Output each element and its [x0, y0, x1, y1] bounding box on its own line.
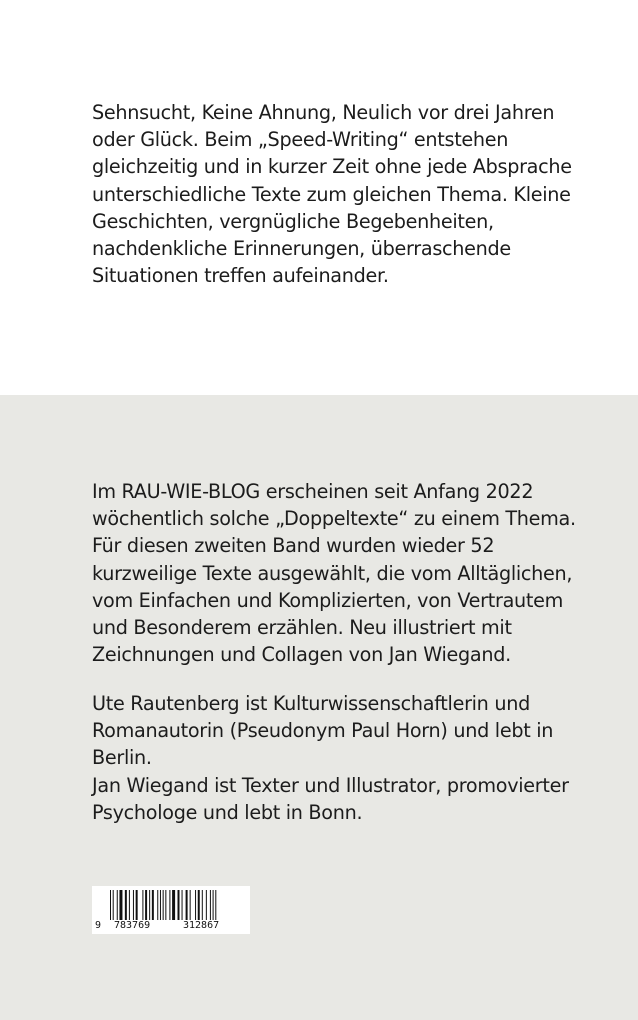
text-line: nachdenkliche Erinnerungen, überraschende	[92, 237, 511, 261]
intro-paragraph	[92, 99, 622, 289]
barcode-bar	[178, 890, 180, 920]
text-line: Psychologe und lebt in Bonn.	[92, 800, 363, 824]
barcode-bar	[129, 890, 130, 920]
barcode-bar	[110, 890, 111, 920]
text-line: Berlin.	[92, 746, 152, 770]
barcode-bar	[160, 890, 161, 920]
barcode-bar	[198, 890, 200, 920]
barcode-bar	[215, 890, 216, 920]
barcode-first-digit: 9	[95, 920, 102, 931]
text-line: Situationen treffen aufeinander.	[92, 264, 389, 288]
barcode-bar	[163, 890, 164, 920]
text-line: Geschichten, vergnügliche Begebenheiten,	[92, 209, 494, 233]
text-line: Jan Wiegand ist Texter und Illustrator, promovierter	[92, 773, 569, 797]
text-line: gleichzeitig und in kurzer Zeit ohne jede Absprache	[92, 155, 572, 179]
text-line: wöchentlich solche „Doppeltexte“ zu einem Thema.	[92, 507, 576, 531]
barcode-bar	[119, 890, 122, 920]
top-section	[0, 0, 638, 395]
text-line: Im RAU-WIE-BLOG erscheinen seit Anfang 2022	[92, 480, 534, 503]
text-line: Für diesen zweiten Band wurden wieder 52	[92, 534, 495, 558]
barcode-bar	[190, 890, 191, 920]
barcode-bar	[125, 890, 127, 920]
barcode-bar	[195, 890, 196, 920]
barcode-left-digits: 783769	[114, 920, 151, 931]
barcode-bar	[169, 890, 170, 920]
barcode-bar	[145, 890, 147, 920]
blog-paragraph	[92, 478, 622, 668]
barcode-bar	[165, 890, 166, 920]
barcode-bar	[182, 890, 183, 920]
authors-paragraph	[92, 690, 622, 826]
barcode-bar	[186, 890, 188, 920]
text-line: oder Glück. Beim „Speed-Writing“ entstehen	[92, 128, 509, 152]
barcode-bar	[157, 890, 158, 920]
text-line: kurzweilige Texte ausgewählt, die vom Alltäglichen,	[92, 561, 573, 585]
barcode-right-digits: 312867	[183, 920, 220, 931]
text-line: Sehnsucht, Keine Ahnung, Neulich vor drei Jahren	[92, 101, 555, 124]
barcode-bar	[149, 890, 150, 920]
text-line: unterschiedliche Texte zum gleichen Thema. Kleine	[92, 182, 571, 206]
barcode-bar	[202, 890, 203, 920]
text-line: vom Einfachen und Komplizierten, von Vertrautem	[92, 588, 564, 612]
barcode-bar	[213, 890, 214, 920]
barcode-bar	[210, 890, 211, 920]
barcode-bar	[117, 890, 118, 920]
isbn-barcode	[92, 886, 250, 934]
text-line: Ute Rautenberg ist Kulturwissenschaftlerin und	[92, 692, 530, 715]
barcode-bar	[152, 890, 154, 920]
barcode-bar	[113, 890, 114, 920]
barcode-bar	[206, 890, 207, 920]
text-line: Zeichnungen und Collagen von Jan Wiegand.	[92, 643, 511, 667]
text-line: Romanautorin (Pseudonym Paul Horn) und lebt in	[92, 719, 554, 743]
text-line: und Besonderem erzählen. Neu illustriert mit	[92, 616, 512, 640]
barcode-bar	[172, 890, 175, 920]
barcode-bar	[133, 890, 134, 920]
barcode-bar	[142, 890, 143, 920]
barcode-bar	[136, 890, 138, 920]
